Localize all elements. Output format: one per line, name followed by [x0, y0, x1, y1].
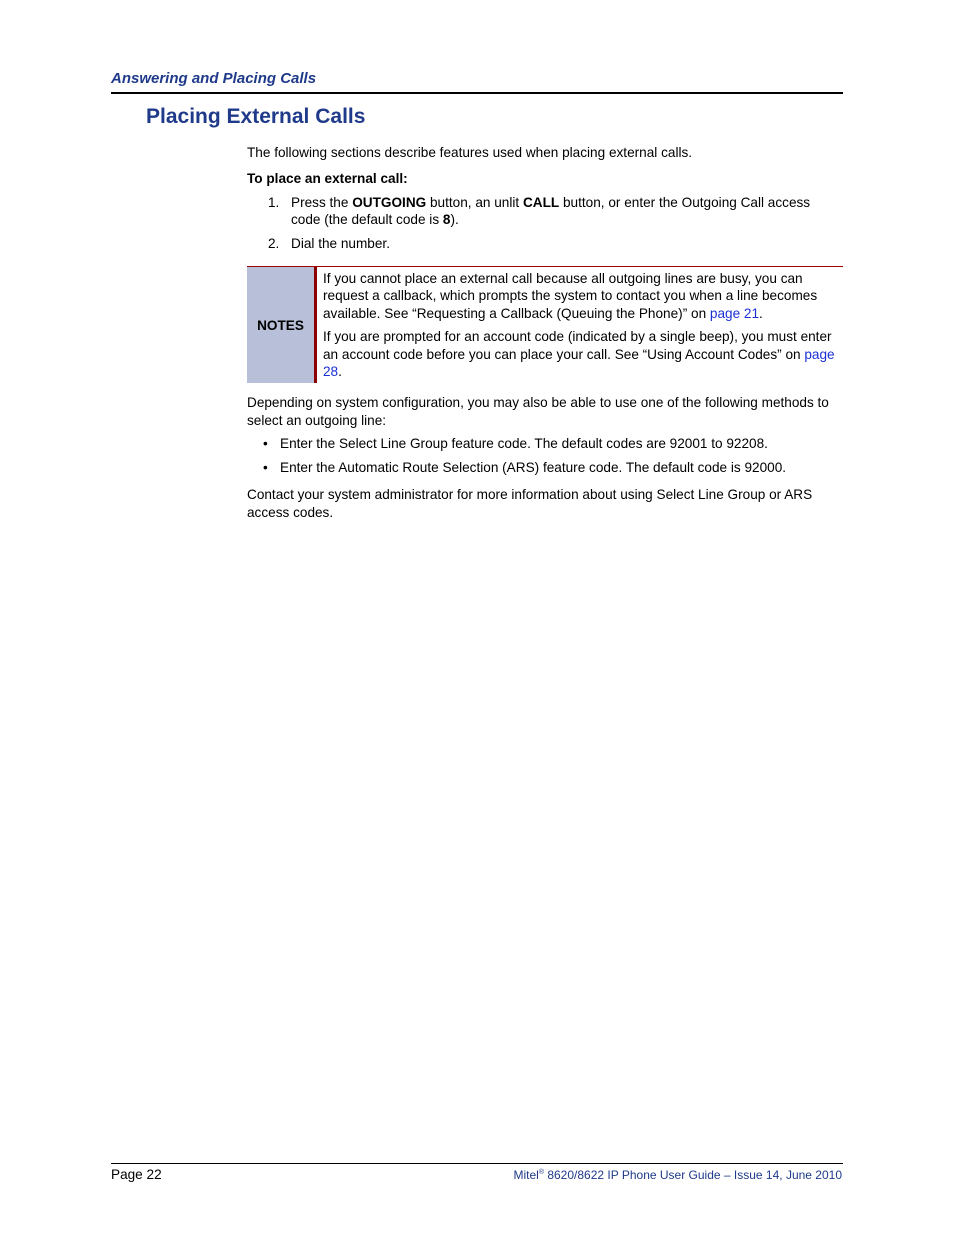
list-item: • Enter the Select Line Group feature code. The default codes are 92001 to 92208. [263, 436, 768, 452]
header-rule [111, 92, 843, 94]
footer-rule [111, 1163, 843, 1164]
step-number: 1. [268, 194, 280, 210]
outgoing-key-name: OUTGOING [352, 194, 427, 210]
page-title: Placing External Calls [146, 105, 366, 128]
intro-paragraph: The following sections describe features used when placing external calls. [247, 145, 693, 160]
note-paragraph: If you cannot place an external call because all outgoing lines are busy, you can request a callback, which prompts the system to contact you when a line becomes available. See “Requesting a Callback (Queuing the Phone)” on page 21. [323, 271, 818, 321]
notes-box [247, 266, 843, 383]
note-paragraph: If you are prompted for an account code (indicated by a single beep), you must enter an account code before you can place your call. See “Using Account Codes” on page 28. [323, 329, 835, 380]
step-item: 1. Press the OUTGOING button, an unlit CALL button, or enter the Outgoing Call access code (the default code is 8). [268, 194, 811, 228]
footer-guide-title: Mitel® 8620/8622 IP Phone User Guide – Issue 14, June 2010 [513, 1168, 842, 1182]
body-content [247, 144, 843, 521]
running-header: Answering and Placing Calls [111, 70, 317, 87]
step-item: 2. Dial the number. [268, 235, 390, 251]
notes-label: NOTES [247, 267, 317, 383]
method-list [247, 435, 843, 476]
bullet-icon: • [263, 459, 268, 475]
bullet-icon: • [263, 436, 268, 452]
notes-body [317, 267, 843, 383]
line-selection-paragraph: Depending on system configuration, you may also be able to use one of the following methods to select an outgoing line: [247, 395, 829, 428]
call-key-name: CALL [522, 194, 560, 210]
procedure-steps [247, 194, 843, 252]
page-number: Page 22 [111, 1167, 162, 1182]
step-number: 2. [268, 235, 280, 251]
default-code: 8 [442, 212, 451, 228]
list-item: • Enter the Automatic Route Selection (ARS) feature code. The default code is 92000. [263, 459, 787, 475]
page-28-link[interactable]: page 28 [323, 346, 835, 380]
closing-paragraph: Contact your system administrator for more information about using Select Line Group or ARS access codes. [247, 487, 813, 520]
page-21-link[interactable]: page 21 [709, 305, 760, 321]
procedure-heading: To place an external call: [247, 171, 408, 187]
